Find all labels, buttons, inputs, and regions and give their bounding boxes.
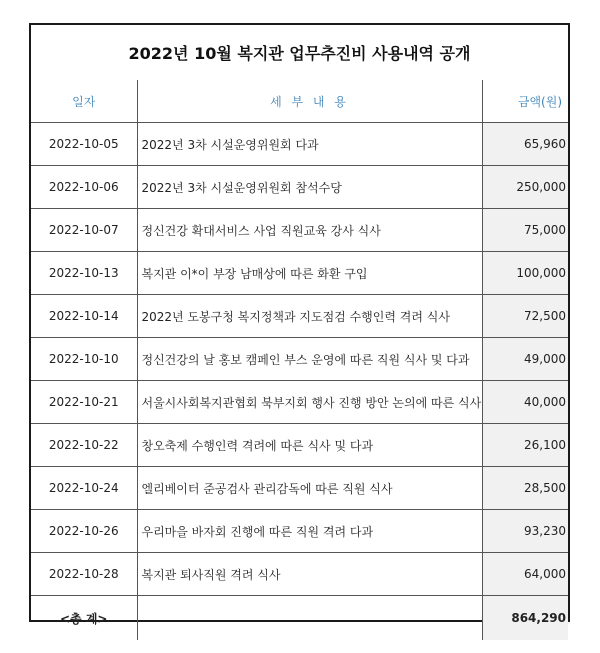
- row-description: 2022년 3차 시설운영위원회 다과: [137, 123, 482, 166]
- table-row: [31, 467, 568, 510]
- table-row: [31, 295, 568, 338]
- row-description: 정신건강 확대서비스 사업 직원교육 강사 식사: [137, 209, 482, 252]
- total-label: <총 계>: [31, 596, 137, 641]
- row-date: 2022-10-05: [31, 123, 137, 166]
- row-amount: 72,500: [482, 295, 568, 338]
- row-description: 2022년 3차 시설운영위원회 참석수당: [137, 166, 482, 209]
- total-amount: 864,290: [482, 596, 568, 641]
- table-row: [31, 123, 568, 166]
- row-description: 정신건강의 날 홍보 캠페인 부스 운영에 따른 직원 식사 및 다과: [137, 338, 482, 381]
- header-date: 일자: [31, 80, 137, 123]
- row-date: 2022-10-26: [31, 510, 137, 553]
- table-row: [31, 424, 568, 467]
- table-row: [31, 338, 568, 381]
- table-row: [31, 510, 568, 553]
- table-row: [31, 209, 568, 252]
- table-body: [31, 123, 568, 641]
- row-date: 2022-10-13: [31, 252, 137, 295]
- row-amount: 40,000: [482, 381, 568, 424]
- total-row: [31, 596, 568, 641]
- expense-table: [31, 80, 568, 640]
- row-date: 2022-10-24: [31, 467, 137, 510]
- row-amount: 28,500: [482, 467, 568, 510]
- row-amount: 75,000: [482, 209, 568, 252]
- expense-sheet: [29, 23, 570, 626]
- header-amount: 금액(원): [482, 80, 568, 123]
- row-description: 엘리베이터 준공검사 관리감독에 따른 직원 식사: [137, 467, 482, 510]
- row-date: 2022-10-28: [31, 553, 137, 596]
- row-amount: 93,230: [482, 510, 568, 553]
- table-row: [31, 252, 568, 295]
- row-amount: 64,000: [482, 553, 568, 596]
- row-description: 우리마을 바자회 진행에 따른 직원 격려 다과: [137, 510, 482, 553]
- row-date: 2022-10-14: [31, 295, 137, 338]
- row-amount: 26,100: [482, 424, 568, 467]
- row-description: 창오축제 수행인력 격려에 따른 식사 및 다과: [137, 424, 482, 467]
- row-description: 서울시사회복지관협회 북부지회 행사 진행 방안 논의에 따른 식사: [137, 381, 482, 424]
- table-row: [31, 166, 568, 209]
- row-description: 2022년 도봉구청 복지정책과 지도점검 수행인력 격려 식사: [137, 295, 482, 338]
- row-date: 2022-10-07: [31, 209, 137, 252]
- page-title: 2022년 10월 복지관 업무추진비 사용내역 공개: [31, 25, 568, 82]
- row-amount: 250,000: [482, 166, 568, 209]
- row-amount: 100,000: [482, 252, 568, 295]
- row-amount: 65,960: [482, 123, 568, 166]
- header-description: 세 부 내 용: [137, 80, 482, 123]
- row-date: 2022-10-21: [31, 381, 137, 424]
- row-amount: 49,000: [482, 338, 568, 381]
- table-row: [31, 553, 568, 596]
- table-row: [31, 381, 568, 424]
- table-header-row: [31, 80, 568, 123]
- row-date: 2022-10-22: [31, 424, 137, 467]
- row-description: 복지관 퇴사직원 격려 식사: [137, 553, 482, 596]
- row-date: 2022-10-10: [31, 338, 137, 381]
- total-description: [137, 596, 482, 641]
- row-description: 복지관 이*이 부장 남매상에 따른 화환 구입: [137, 252, 482, 295]
- row-date: 2022-10-06: [31, 166, 137, 209]
